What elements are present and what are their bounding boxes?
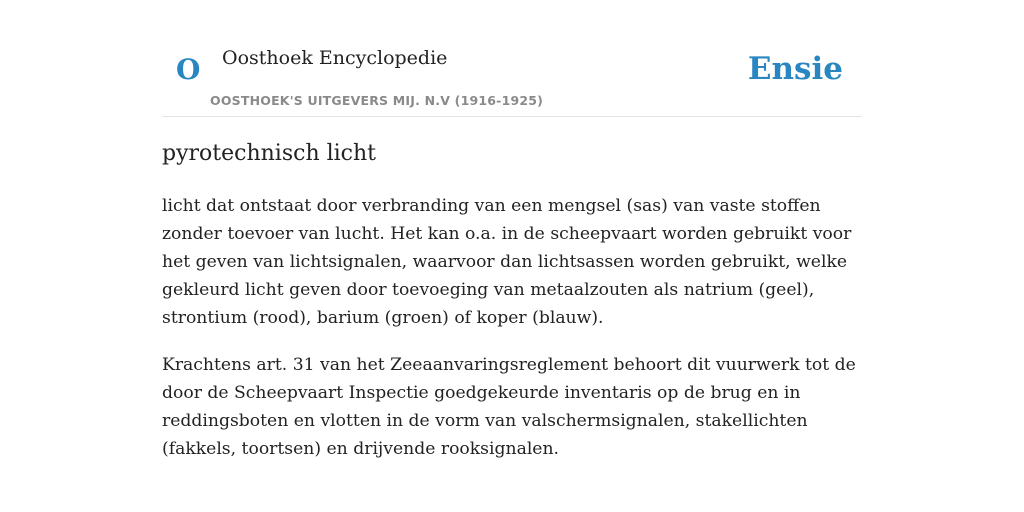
publisher-label: OOSTHOEK'S UITGEVERS MIJ. N.V (1916-1925) [210, 93, 544, 108]
header [162, 0, 862, 117]
encyclopedia-logo-letter[interactable]: O [176, 53, 201, 86]
ensie-brand-link[interactable]: Ensie [747, 51, 843, 87]
book-title[interactable]: Oosthoek Encyclopedie [222, 47, 448, 69]
entry-body [162, 192, 874, 482]
entry-title: pyrotechnisch licht [162, 141, 377, 166]
entry-paragraph: licht dat ontstaat door verbranding van een mengsel (sas) van vaste stoffen zonder toevoer van lucht. Het kan o.a. in de scheepvaart worden gebruikt voor het geven van lichtsignalen, waarvoor dan lichtsassen worden gebruikt, welke gekleurd licht geven door toevoeging van metaalzouten als natrium (geel), strontium (rood), barium (groen) of koper (blauw). [162, 196, 852, 328]
entry-paragraph: Krachtens art. 31 van het Zeeaanvaringsreglement behoort dit vuurwerk tot de door de Scheepvaart Inspectie goedgekeurde inventaris op de brug en in reddingsboten en vlotten in de vorm van valschermsignalen, stakellichten (fakkels, toortsen) en drijvende rooksignalen. [162, 355, 856, 459]
